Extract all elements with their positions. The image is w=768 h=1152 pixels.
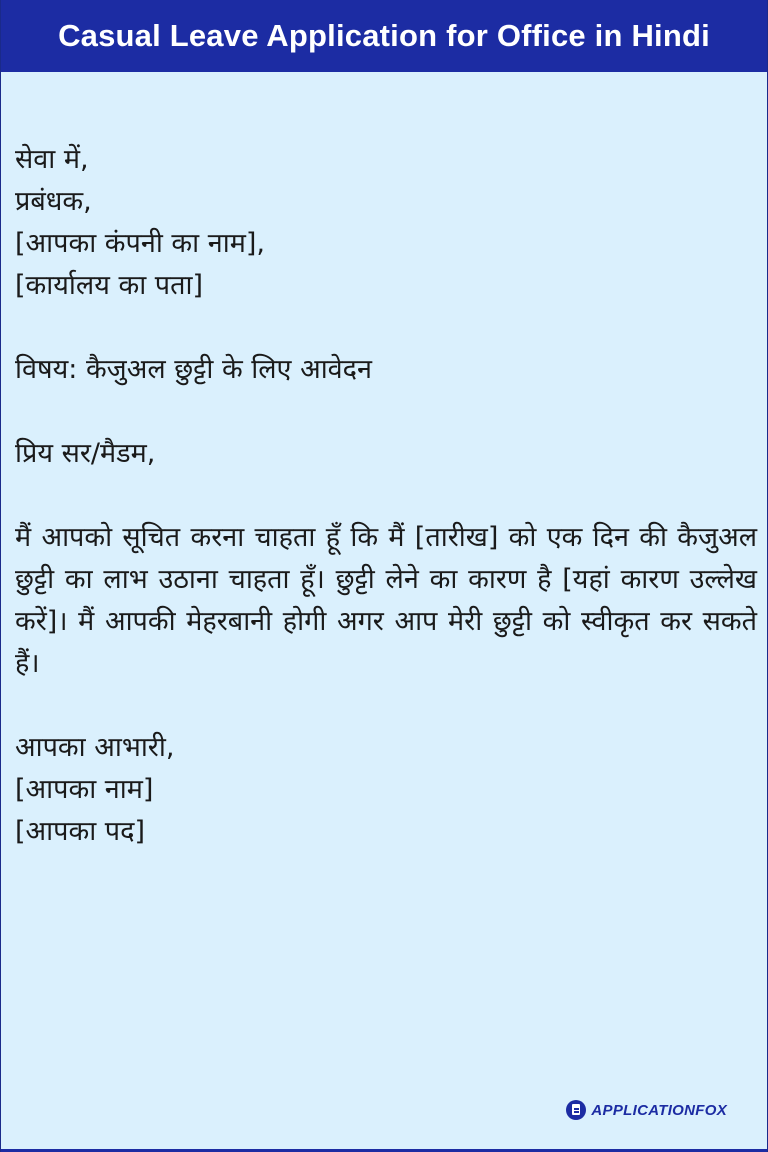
letter-subject: विषय: कैजुअल छुट्टी के लिए आवेदन — [15, 354, 373, 385]
spacer — [15, 475, 757, 517]
signature-name: [आपका नाम] — [15, 774, 154, 805]
page-title: Casual Leave Application for Office in Hindi — [58, 18, 710, 53]
closing-line: आपका आभारी, — [15, 732, 175, 763]
letter-body — [15, 139, 757, 853]
address-line-office: [कार्यालय का पता] — [15, 270, 204, 301]
address-line-to: सेवा में, — [15, 144, 89, 175]
spacer — [15, 685, 757, 727]
letter-paragraph: मैं आपको सूचित करना चाहता हूँ कि मैं [तारीख] को एक दिन की कैजुअल छुट्टी का लाभ उठाना चाहता हूँ। छुट्टी लेने का कारण है [यहां कारण उल्लेख करें]। मैं आपकी मेहरबानी होगी अगर आप मेरी छुट्टी को स्वीकृत कर सकते हैं। — [15, 522, 757, 679]
spacer — [15, 307, 757, 349]
letter-salutation: प्रिय सर/मैडम, — [15, 438, 156, 469]
document-icon — [566, 1100, 586, 1120]
brand-logo-text: APPLICATIONFOX — [591, 1101, 727, 1119]
address-line-company: [आपका कंपनी का नाम], — [15, 228, 265, 259]
address-line-recipient: प्रबंधक, — [15, 186, 92, 217]
brand-logo — [566, 1100, 727, 1120]
spacer — [15, 391, 757, 433]
signature-position: [आपका पद] — [15, 816, 145, 847]
page-header — [1, 0, 767, 72]
